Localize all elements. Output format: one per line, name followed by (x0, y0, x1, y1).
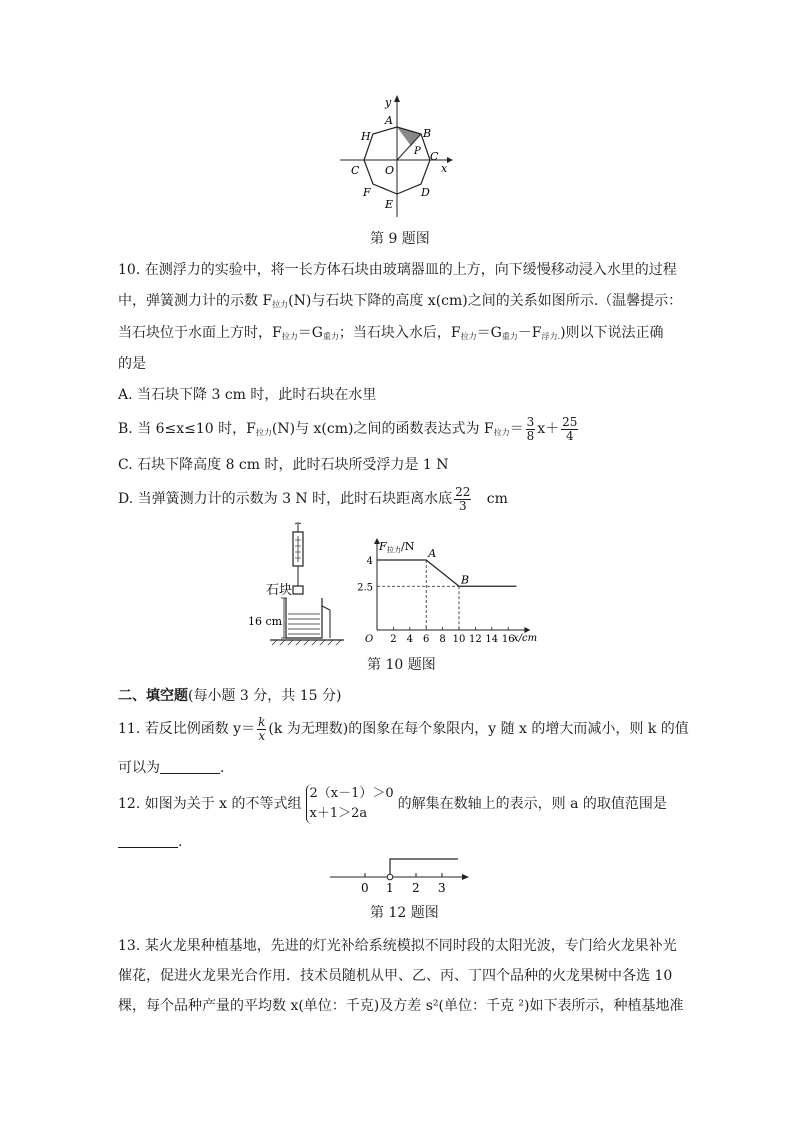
q12-inequality-2: x＋1＞2a (309, 806, 368, 821)
fig9-label-y: y (385, 96, 392, 109)
section-2-heading (118, 686, 341, 706)
q10-line-4: 的是 (118, 356, 146, 372)
fig9-label-P: P (414, 146, 421, 157)
figure-9-diagram (335, 92, 460, 220)
q12-system (306, 784, 394, 824)
q10-line2-b: (N)与石块下降的高度 x(cm)之间的关系如图所示.（温馨提示： (288, 293, 683, 309)
q10-sub-zhong-2: 重力 (501, 332, 518, 341)
q13-line-2: 催花，促进火龙果光合作用．技术员随机从甲、乙、丙、丁四个品种的火龙果树中各选 10 (118, 968, 673, 984)
fig9-label-C-right: C (430, 150, 439, 163)
q12-line-1 (118, 780, 667, 828)
fig10-height-label: 16 cm (248, 615, 283, 628)
fig10-xlabel: x/cm (513, 633, 538, 644)
q10-line2-a: 中，弹簧测力计的示数 F (118, 293, 273, 309)
q12-line-2: . (118, 832, 182, 852)
q10-line3-c: ；当石块入水后，F (338, 325, 461, 341)
fig10-x-tick-label: 2 (390, 634, 397, 645)
q10-optb-frac2-num: 25 (562, 414, 578, 429)
section-2-note: (每小题 3 分，共 15 分) (188, 688, 342, 704)
fig9-label-x: x (441, 162, 448, 175)
q11-line-2: 可以为 . (118, 760, 225, 776)
fig10-point-label-A: A (428, 547, 437, 560)
fig10-point-label-B: B (461, 573, 470, 587)
q10-optb-frac2-den: 4 (565, 428, 574, 443)
figure-10-chart (355, 538, 545, 648)
figure-10-apparatus (248, 522, 348, 650)
q10-optb-c: ＝ (509, 421, 524, 437)
q10-optd-frac-num: 22 (455, 484, 471, 499)
q10-line3-e: －F (517, 325, 542, 341)
fig10-series-line (377, 560, 516, 586)
figure-10-caption: 第 10 题图 (367, 657, 436, 673)
figure-12-number-line (328, 855, 473, 895)
q11-frac-num: k (258, 714, 266, 729)
q10-line3-d: ＝G (476, 325, 502, 341)
q11-answer-blank[interactable] (160, 759, 220, 774)
fig10-ylabel-sub: 拉力 (387, 546, 401, 554)
fig10-x-tick-label: 14 (485, 634, 499, 645)
fig10-y-tick-label: 2.5 (357, 582, 373, 594)
q11-frac (257, 716, 266, 743)
fig10-x-tick-label: 12 (469, 634, 482, 645)
q10-optd-frac-den: 3 (458, 498, 467, 513)
q10-sub-zhong: 重力 (322, 332, 339, 341)
q10-line3-a: 当石块位于水面上方时，F (118, 325, 282, 341)
fig10-x-tick-label: 16 (501, 634, 515, 645)
q10-line-2 (118, 291, 682, 315)
q13-line-1: 13. 某火龙果种植基地，先进的灯光补给系统模拟不同时段的太阳光波，专门给火龙果补光 (118, 938, 677, 954)
figure-12-caption: 第 12 题图 (370, 905, 439, 921)
q12-line1-a: 12. 如图为关于 x 的不等式组 (118, 796, 302, 812)
q10-sub-la-2: 拉力 (281, 332, 298, 341)
fig12-tick-3: 3 (438, 881, 446, 895)
fig9-label-O: O (385, 164, 395, 177)
q10-option-c: C. 石块下降高度 8 cm 时，此时石块所受浮力是 1 N (118, 457, 449, 473)
fig12-tick-1: 1 (386, 881, 394, 895)
fig10-stone-label: 石块 (266, 583, 293, 598)
q10-option-a: A. 当石块下降 3 cm 时，此时石块在水里 (118, 387, 377, 403)
q10-sub-la: 拉力 (272, 300, 289, 309)
q10-optb-sub2: 拉力 (493, 428, 510, 437)
q10-sub-la-3: 拉力 (460, 332, 477, 341)
q12-line1-b: 的解集在数轴上的表示，则 a 的取值范围是 (397, 796, 667, 812)
q10-optb-sub1: 拉力 (255, 428, 272, 437)
fig9-label-E: E (385, 198, 394, 211)
fig9-label-F: F (363, 186, 371, 199)
q11-line2-text: 可以为 (118, 760, 160, 776)
q10-optb-b: (N)与 x(cm)之间的函数表达式为 F (271, 421, 494, 437)
q11-line1-b: (k 为无理数)的图象在每个象限内，y 随 x 的增大而减小，则 k 的值 (268, 721, 689, 737)
fig10-x-tick-label: 4 (406, 634, 413, 645)
q10-line3-f: )则以下说法正确 (560, 325, 664, 341)
q10-sub-fu: 浮力. (541, 332, 561, 341)
fig9-label-D: D (421, 186, 430, 199)
q10-optd-frac (454, 486, 471, 513)
q11-line-1 (118, 712, 689, 746)
fig12-tick-2: 2 (412, 881, 420, 895)
q12-inequality-1: 2（x－1）＞0 (309, 786, 394, 801)
q10-optd-b: cm (486, 491, 508, 507)
fig9-label-A: A (385, 114, 393, 127)
fig10-ticks (357, 556, 514, 645)
q12-answer-blank[interactable] (118, 833, 178, 848)
fig10-ylabel-F: F (379, 540, 387, 553)
q10-optb-frac2 (561, 416, 578, 443)
fig10-x-tick-label: 6 (423, 634, 430, 645)
q10-option-b (118, 412, 580, 450)
q10-line-1: 10. 在测浮力的实验中，将一长方体石块由玻璃器皿的上方，向下缓慢移动浸入水里的过程 (118, 262, 677, 278)
fig9-label-C-left: C (351, 164, 360, 177)
q10-optb-frac1-num: 3 (526, 414, 535, 429)
q10-line3-b: ＝G (297, 325, 323, 341)
q10-optd-a: D. 当弹簧测力计的示数为 3 N 时，此时石块距离水底 (118, 491, 453, 507)
figure-9-caption: 第 9 题图 (370, 231, 430, 247)
q10-line-3 (118, 323, 664, 347)
q10-optb-frac1-den: 8 (526, 428, 535, 443)
fig10-series (377, 547, 516, 630)
q13-line-3: 棵，每个品种产量的平均数 x(单位：千克)及方差 s²(单位：千克 ²)如下表所示，种植基地准 (118, 998, 684, 1014)
fig10-x-tick-label: 8 (439, 634, 446, 645)
fig9-label-H: H (361, 130, 371, 143)
q10-optb-a: B. 当 6≤x≤10 时，F (118, 421, 256, 437)
q10-option-d (118, 482, 508, 516)
q10-optb-frac1 (526, 416, 536, 443)
fig10-ylabel-unit: /N (401, 540, 415, 553)
q10-optb-d: x＋ (537, 421, 560, 437)
fig9-label-B: B (423, 127, 432, 140)
fig10-y-tick-label: 4 (366, 556, 373, 567)
fig10-origin-label: O (365, 634, 374, 645)
fig10-x-tick-label: 10 (452, 634, 466, 645)
section-2-title: 二、填空题 (118, 688, 188, 704)
fig12-tick-0: 0 (361, 881, 369, 895)
q11-frac-den: x (258, 728, 266, 743)
q11-line1-a: 11. 若反比例函数 y＝ (118, 721, 256, 737)
